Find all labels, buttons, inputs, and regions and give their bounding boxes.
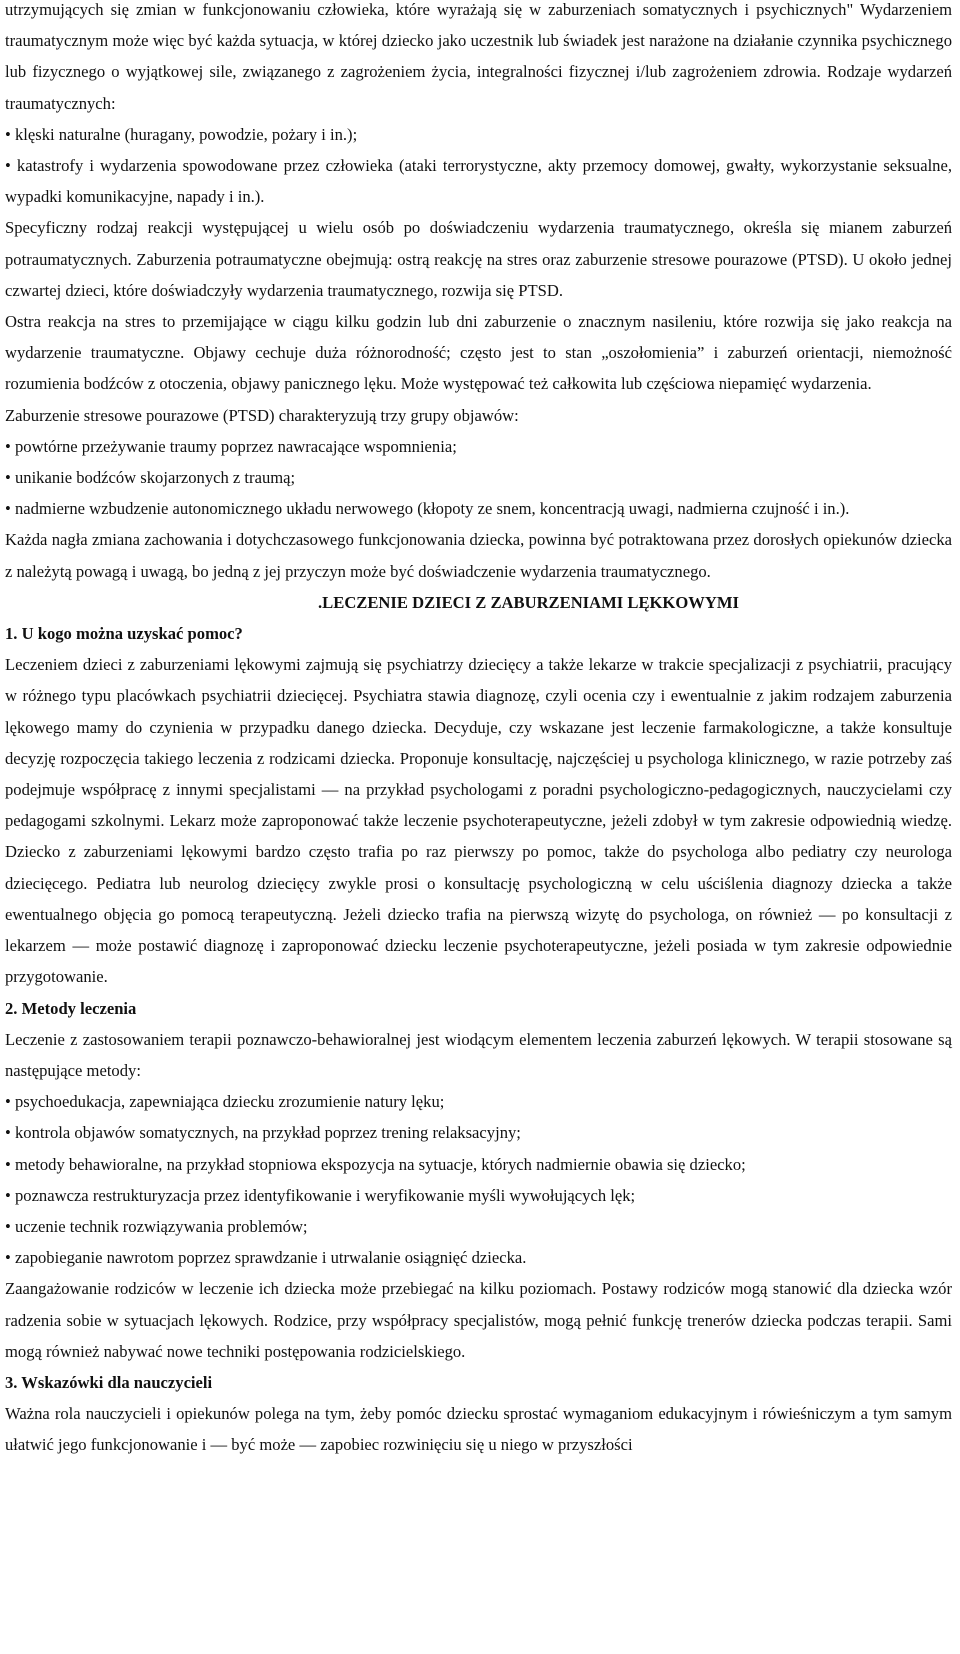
- paragraph-methods-intro: Leczenie z zastosowaniem terapii poznawczo-behawioralnej jest wiodącym elementem leczenia zaburzeń lękowych. W terapii stosowane są następujące metody:: [5, 1029, 952, 1080]
- subsection-heading: 1. U kogo można uzyskać pomoc?: [5, 624, 243, 644]
- list-item: • klęski naturalne (huragany, powodzie, pożary i in.);: [5, 119, 952, 150]
- section-title: .LECZENIE DZIECI Z ZABURZENIAMI LĘKKOWYMI: [318, 592, 739, 612]
- list-item: • poznawcza restrukturyzacja przez identyfikowanie i weryfikowanie myśli wywołujących lęk;: [5, 1180, 952, 1211]
- subsection-heading: 2. Metody leczenia: [5, 998, 137, 1018]
- paragraph-behavior-change: Każda nagła zmiana zachowania i dotychczasowego funkcjonowania dziecka, powinna być potraktowana przez dorosłych opiekunów dziecka z należytą powagą i uwagą, bo jedną z jej przyczyn może być doświadczenie wydarzenia traumatycznego.: [5, 530, 952, 581]
- paragraph-posttraumatic: Specyficzny rodzaj reakcji występującej u wielu osób po doświadczeniu wydarzenia traumatycznego, określa się mianem zaburzeń potraumatycznych. Zaburzenia potraumatyczne obejmują: ostrą reakcję na stres oraz zaburzenie stresowe pourazowe (PTSD). U około jednej czwartej dzieci, które doświadczyły wydarzenia traumatycznego, rozwija się PTSD.: [5, 218, 952, 300]
- list-item: • nadmierne wzbudzenie autonomicznego układu nerwowego (kłopoty ze snem, koncentracją uwagi, nadmierna czujność i in.).: [5, 493, 952, 524]
- paragraph-teachers: Ważna rola nauczycieli i opiekunów polega na tym, żeby pomóc dziecku sprostać wymaganiom edukacyjnym i rówieśniczym a tym samym ułatwić jego funkcjonowanie i — być może — zapobiec rozwinięciu się u niego w przyszłości: [5, 1404, 952, 1455]
- list-item: • metody behawioralne, na przykład stopniowa ekspozycja na sytuacje, których nadmiernie obawia się dziecko;: [5, 1149, 952, 1180]
- list-item: • unikanie bodźców skojarzonych z traumą;: [5, 462, 952, 493]
- list-item: • katastrofy i wydarzenia spowodowane przez człowieka (ataki terrorystyczne, akty przemocy domowej, gwałty, wykorzystanie seksualne, wypadki komunikacyjne, napady i in.).: [5, 150, 952, 212]
- list-item: • uczenie technik rozwiązywania problemów;: [5, 1211, 952, 1242]
- list-item: • powtórne przeżywanie traumy poprzez nawracające wspomnienia;: [5, 431, 952, 462]
- subsection-heading: 3. Wskazówki dla nauczycieli: [5, 1372, 213, 1392]
- paragraph-acute-stress: Ostra reakcja na stres to przemijające w ciągu kilku godzin lub dni zaburzenie o znacznym nasileniu, które rozwija się jako reakcja na wydarzenie traumatyczne. Objawy cechuje duża różnorodność; często jest to stan „oszołomienia” i zaburzeń orientacji, niemożność rozumienia bodźców z otoczenia, objawy panicznego lęku. Może występować też całkowita lub częściowa niepamięć wydarzenia.: [5, 312, 952, 394]
- list-item: • psychoedukacja, zapewniająca dziecku zrozumienie natury lęku;: [5, 1086, 952, 1117]
- paragraph-trauma-intro: utrzymujących się zmian w funkcjonowaniu człowieka, które wyrażają się w zaburzeniach somatycznych i psychicznych" Wydarzeniem traumatycznym może więc być każda sytuacja, w której dziecko jako uczestnik lub świadek jest narażone na działanie czynnika psychicznego lub fizycznego o wyjątkowej sile, związanego z zagrożeniem życia, integralności fizycznej i/lub zagrożeniem zdrowia. Rodzaje wydarzeń traumatycznych:: [5, 0, 952, 113]
- list-item: • kontrola objawów somatycznych, na przykład poprzez trening relaksacyjny;: [5, 1117, 952, 1148]
- document-body: [5, 0, 952, 1461]
- paragraph-help: Leczeniem dzieci z zaburzeniami lękowymi zajmują się psychiatrzy dziecięcy a także lekarze w trakcie specjalizacji z psychiatrii, pracujący w różnego typu placówkach psychiatrii dziecięcej. Psychiatra stawia diagnozę, czyli ocenia czy i ewentualnie z jakim rodzajem zaburzenia lękowego mamy do czynienia w przypadku danego dziecka. Decyduje, czy wskazane jest leczenie farmakologiczne, a także konsultuje decyzję rozpoczęcia takiego leczenia z rodzicami dziecka. Proponuje konsultację, najczęściej u psychologa klinicznego, w razie potrzeby zaś podejmuje współpracę z innymi specjalistami — na przykład psychologami z poradni psychologiczno-pedagogicznych, nauczycielami czy pedagogami szkolnymi. Lekarz może zaproponować także leczenie psychoterapeutyczne, jeżeli zdobył w tym zakresie odpowiednią wiedzę. Dziecko z zaburzeniami lękowymi bardzo często trafia po raz pierwszy po pomoc, także do psychologa albo pediatry czy neurologa dziecięcego. Pediatra lub neurolog dziecięcy zwykle prosi o konsultację psychologiczną w celu uściślenia diagnozy dziecka a także ewentualnego objęcia go pomocą terapeutyczną. Jeżeli dziecko trafia na pierwszą wizytę do psychologa, on również — po konsultacji z lekarzem — może postawić diagnozę i zaproponować dziecku leczenie psychoterapeutyczne, jeżeli posiada w tym zakresie odpowiednie przygotowanie.: [5, 655, 952, 987]
- paragraph-parents: Zaangażowanie rodziców w leczenie ich dziecka może przebiegać na kilku poziomach. Postawy rodziców mogą stanowić dla dziecka wzór radzenia sobie w sytuacjach lękowych. Rodzice, przy współpracy specjalistów, mogą pełnić funkcję trenerów dziecka podczas terapii. Sami mogą również nabywać nowe techniki postępowania rodzicielskiego.: [5, 1279, 952, 1361]
- list-item: • zapobieganie nawrotom poprzez sprawdzanie i utrwalanie osiągnięć dziecka.: [5, 1242, 952, 1273]
- paragraph-ptsd: Zaburzenie stresowe pourazowe (PTSD) charakteryzują trzy grupy objawów:: [5, 405, 519, 425]
